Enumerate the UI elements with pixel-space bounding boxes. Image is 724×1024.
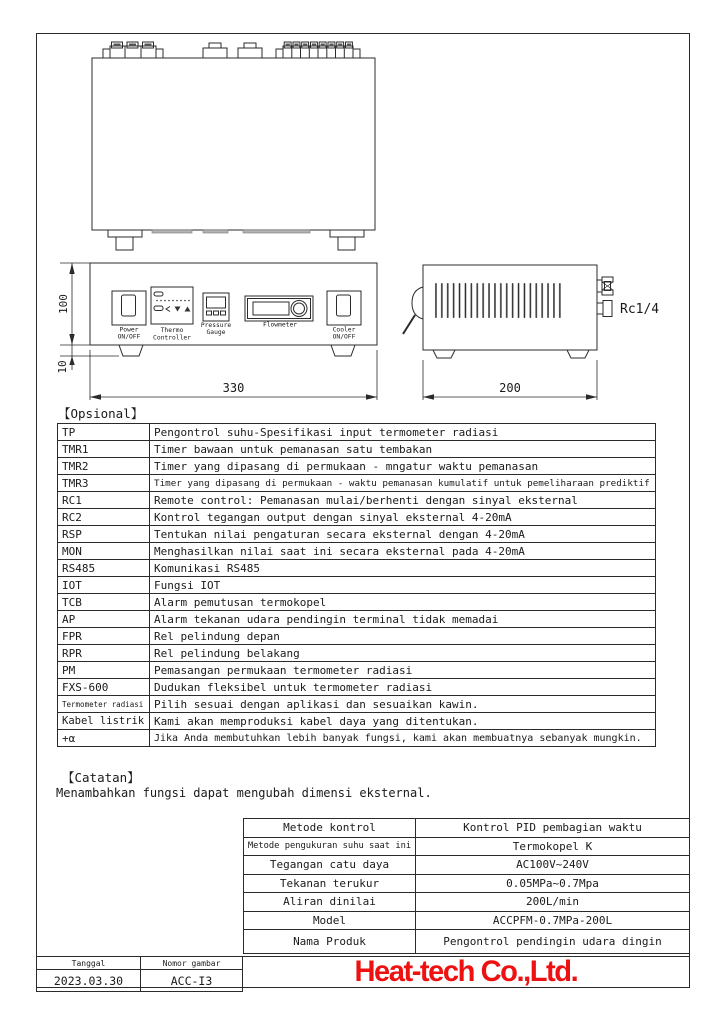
top-view-body — [92, 58, 375, 230]
option-code: Kabel listrik — [58, 713, 150, 730]
table-row — [58, 441, 656, 458]
table-row — [58, 577, 656, 594]
fitting-lower — [597, 301, 612, 317]
cable-gland — [412, 287, 423, 319]
flowmeter-label: Flowmeter — [262, 321, 298, 329]
title-block-date-table — [36, 956, 243, 992]
top-view-drawing — [92, 42, 375, 250]
table-row — [58, 424, 656, 441]
spec-label: Nama Produk — [244, 930, 416, 954]
table-row — [58, 492, 656, 509]
table-row — [58, 730, 656, 747]
table-row — [58, 645, 656, 662]
specifications-table — [243, 818, 690, 954]
spec-value: ACCPFM-0.7MPa-200L — [416, 911, 690, 930]
table-row — [58, 713, 656, 730]
cooler-label-line2: ON/OFF — [332, 333, 356, 341]
table-row — [58, 475, 656, 492]
notes-text: Menambahkan fungsi dapat mengubah dimensi eksternal. — [56, 786, 432, 800]
title-block-value-row — [37, 970, 243, 992]
option-description: Alarm tekanan udara pendingin terminal tidak memadai — [150, 611, 656, 628]
feet-dimension: 10 — [56, 360, 69, 374]
fitting-upper — [597, 277, 613, 295]
option-description: Pilih sesuai dengan aplikasi dan sesuaikan kawin. — [150, 696, 656, 713]
table-row — [58, 628, 656, 645]
spec-value: 0.05MPa~0.7Mpa — [416, 874, 690, 893]
table-row — [58, 509, 656, 526]
spec-label: Metode kontrol — [244, 819, 416, 838]
option-code: TMR1 — [58, 441, 150, 458]
power-label-line2: ON/OFF — [117, 333, 141, 341]
table-row — [58, 594, 656, 611]
terminal-block-left — [103, 42, 163, 58]
table-row — [244, 856, 690, 875]
pressure-gauge[interactable] — [203, 293, 229, 321]
date-label: Tanggal — [37, 957, 141, 970]
table-row — [58, 679, 656, 696]
table-row — [244, 874, 690, 893]
side-foot-left — [433, 350, 455, 358]
option-code: FXS-600 — [58, 679, 150, 696]
width-dimension: 330 — [222, 381, 245, 395]
option-code: Termometer radiasi — [58, 696, 150, 713]
vent-slots — [433, 283, 563, 318]
fitting-size-label: Rc1/4 — [620, 302, 660, 317]
option-description: Timer yang dipasang di permukaan - mngatur waktu pemanasan — [150, 458, 656, 475]
option-code: TMR3 — [58, 475, 150, 492]
date-value: 2023.03.30 — [37, 970, 141, 992]
option-code: +α — [58, 730, 150, 747]
side-view-drawing — [403, 265, 659, 400]
technical-drawings — [36, 33, 690, 405]
option-code: TMR2 — [58, 458, 150, 475]
options-table — [57, 423, 656, 747]
thermo-controller[interactable] — [151, 287, 193, 324]
table-row — [58, 696, 656, 713]
table-row — [244, 893, 690, 912]
option-code: MON — [58, 543, 150, 560]
title-block-header-row — [37, 957, 243, 970]
table-row — [244, 819, 690, 838]
option-code: IOT — [58, 577, 150, 594]
power-cable — [403, 315, 415, 334]
option-code: TP — [58, 424, 150, 441]
spec-label: Metode pengukuran suhu saat ini — [244, 837, 416, 856]
option-code: RS485 — [58, 560, 150, 577]
option-description: Timer yang dipasang di permukaan - waktu pemanasan kumulatif untuk pemeliharaan prediktif — [150, 475, 656, 492]
option-code: AP — [58, 611, 150, 628]
power-label-line1: Power — [119, 326, 139, 334]
optional-section-heading: 【Opsional】 — [58, 406, 144, 421]
option-description: Kontrol tegangan output dengan sinyal eksternal 4-20mA — [150, 509, 656, 526]
flowmeter[interactable] — [245, 296, 313, 321]
thermo-label-line1: Thermo — [160, 327, 184, 334]
drawing-number-value: ACC-I3 — [141, 970, 243, 992]
front-view-drawing — [56, 263, 377, 400]
company-logo: Heat-tech Co.,Ltd. — [354, 955, 578, 988]
table-row — [58, 526, 656, 543]
power-switch[interactable] — [112, 291, 146, 325]
option-code: TCB — [58, 594, 150, 611]
option-description: Komunikasi RS485 — [150, 560, 656, 577]
spec-value: Kontrol PID pembagian waktu — [416, 819, 690, 838]
option-description: Dudukan fleksibel untuk termometer radiasi — [150, 679, 656, 696]
thermo-label-line2: Controller — [153, 334, 191, 342]
table-row — [244, 930, 690, 954]
spec-value: Pengontrol pendingin udara dingin — [416, 930, 690, 954]
company-logo-cell — [242, 956, 690, 988]
table-row — [58, 560, 656, 577]
spec-value: 200L/min — [416, 893, 690, 912]
drawing-number-label: Nomor gambar — [141, 957, 243, 970]
table-row — [58, 458, 656, 475]
top-view-feet — [108, 230, 364, 250]
option-description: Rel pelindung depan — [150, 628, 656, 645]
option-code: RSP — [58, 526, 150, 543]
spec-label: Aliran dinilai — [244, 893, 416, 912]
table-row — [58, 611, 656, 628]
option-code: RC1 — [58, 492, 150, 509]
side-foot-right — [567, 350, 589, 358]
option-description: Tentukan nilai pengaturan secara eksternal dengan 4-20mA — [150, 526, 656, 543]
option-description: Jika Anda membutuhkan lebih banyak fungsi, kami akan membuatnya sebanyak mungkin. — [150, 730, 656, 747]
option-description: Pengontrol suhu-Spesifikasi input termometer radiasi — [150, 424, 656, 441]
option-description: Menghasilkan nilai saat ini secara eksternal pada 4-20mA — [150, 543, 656, 560]
option-code: PM — [58, 662, 150, 679]
connector-ports — [203, 43, 262, 58]
pressure-label-line2: Gauge — [206, 329, 226, 336]
spec-label: Tegangan catu daya — [244, 856, 416, 875]
depth-dimension: 200 — [499, 381, 521, 395]
terminal-block-right — [276, 42, 360, 58]
notes-section-heading: 【Catatan】 — [62, 770, 140, 785]
option-description: Rel pelindung belakang — [150, 645, 656, 662]
option-description: Alarm pemutusan termokopel — [150, 594, 656, 611]
option-code: RC2 — [58, 509, 150, 526]
option-description: Remote control: Pemanasan mulai/berhenti dengan sinyal eksternal — [150, 492, 656, 509]
height-dimension: 100 — [57, 294, 70, 314]
spec-value: Termokopel K — [416, 837, 690, 856]
spec-label: Model — [244, 911, 416, 930]
pressure-label-line1: Pressure — [200, 322, 232, 329]
option-description: Kami akan memproduksi kabel daya yang ditentukan. — [150, 713, 656, 730]
table-row — [244, 837, 690, 856]
cooler-switch[interactable] — [327, 291, 361, 325]
table-row — [58, 543, 656, 560]
option-description: Timer bawaan untuk pemanasan satu tembakan — [150, 441, 656, 458]
front-foot-left — [119, 345, 143, 356]
front-foot-right — [331, 345, 355, 356]
table-row — [244, 911, 690, 930]
table-row — [58, 662, 656, 679]
option-description: Fungsi IOT — [150, 577, 656, 594]
spec-value: AC100V~240V — [416, 856, 690, 875]
option-code: RPR — [58, 645, 150, 662]
spec-label: Tekanan terukur — [244, 874, 416, 893]
option-code: FPR — [58, 628, 150, 645]
cooler-label-line1: Cooler — [332, 326, 356, 334]
option-description: Pemasangan permukaan termometer radiasi — [150, 662, 656, 679]
